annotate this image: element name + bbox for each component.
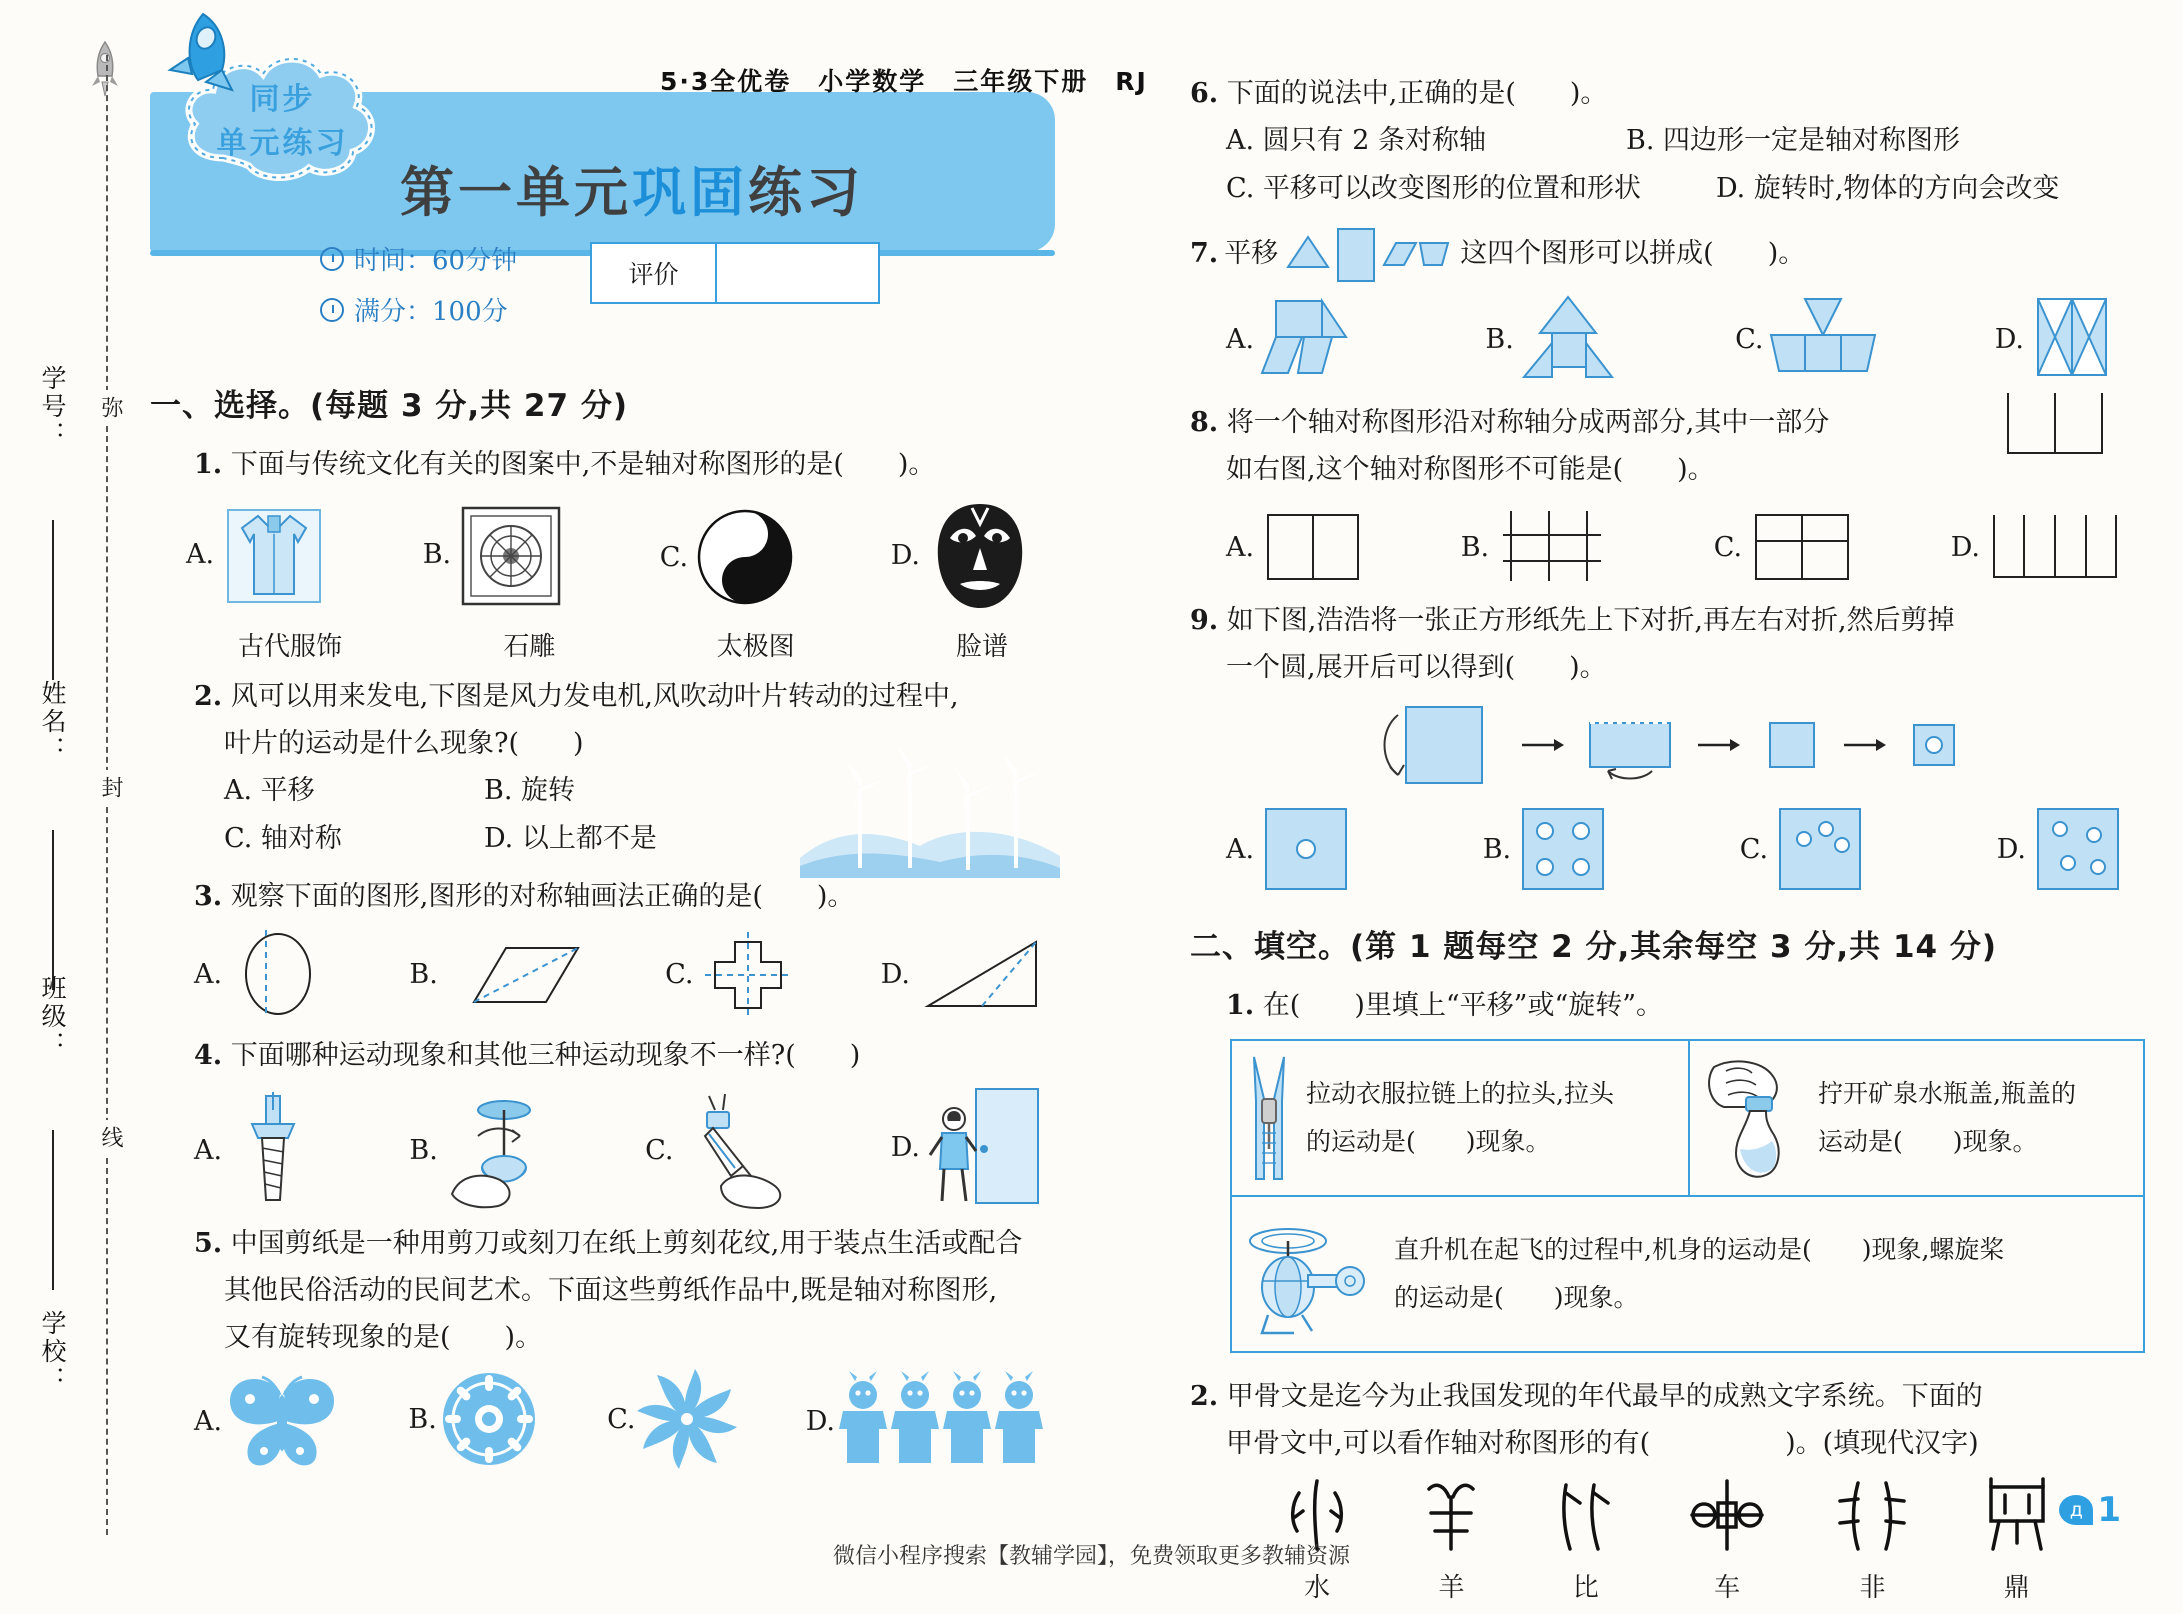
stone-carving-icon	[451, 494, 571, 614]
q7-label-c: C.	[1735, 323, 1764, 355]
clock-icon	[320, 247, 344, 271]
q4-option-a[interactable]	[194, 1090, 332, 1210]
q7-source-shapes-icon	[1284, 223, 1454, 283]
q4-label-a: A.	[194, 1134, 223, 1166]
q1-text: 下面与传统文化有关的图案中,不是轴对称图形的是( )。	[230, 449, 936, 480]
q4-option-b[interactable]	[409, 1090, 567, 1210]
q9-line-2: 一个圆,展开后可以得到( )。	[1226, 652, 1607, 683]
time-label: 时间：60分钟	[354, 246, 518, 276]
q9-number: 9.	[1190, 605, 1219, 636]
q5-label-b: B.	[408, 1403, 437, 1435]
q8-option-b[interactable]	[1461, 507, 1625, 587]
series-title: 5·3全优卷 小学数学 三年级下册 RJ	[660, 67, 1148, 96]
q1-caption-d: 脸谱	[955, 632, 1008, 662]
q5-line-3: 又有旋转现象的是( )。	[224, 1322, 543, 1353]
fill-in-cell-bottle	[1690, 1041, 2143, 1195]
q3-option-b[interactable]	[409, 926, 587, 1022]
bottle-line-1: 拧开矿泉水瓶盖,瓶盖的	[1818, 1079, 2076, 1108]
seal-char-0: 弥	[95, 390, 126, 424]
q6-options-row-1	[1190, 117, 2150, 165]
seal-char-1: 封	[95, 770, 126, 804]
left-column	[150, 380, 1070, 1481]
question-5	[150, 1220, 1070, 1471]
q6-text: 下面的说法中,正确的是( )。	[1226, 78, 1608, 109]
q5-line-2: 其他民俗活动的民间艺术。下面这些剪纸作品中,既是轴对称图形,	[224, 1275, 998, 1306]
q1-caption-c: 太极图	[716, 632, 795, 662]
rocket-icon	[148, 8, 238, 103]
q9-option-c[interactable]	[1740, 799, 1872, 899]
question-2	[150, 673, 1070, 863]
q5-options	[150, 1367, 1070, 1471]
right-triangle-with-axis-icon	[910, 926, 1050, 1022]
q2-option-d[interactable]: D. 以上都不是	[484, 823, 657, 854]
evaluation-box	[590, 242, 880, 304]
q1-captions	[150, 620, 1070, 663]
q1-option-c[interactable]	[660, 500, 802, 614]
q9-label-c: C.	[1739, 833, 1769, 865]
arrow-right-icon-2	[1696, 735, 1740, 755]
q7-number: 7.	[1190, 237, 1219, 269]
q7-shape-d-icon	[2024, 289, 2120, 389]
question-9	[1190, 597, 2150, 899]
q7-label-a: A.	[1226, 323, 1255, 355]
oracle-label-3: 车	[1714, 1573, 1741, 1603]
q6-number: 6.	[1190, 78, 1219, 109]
q8-label-b: B.	[1460, 531, 1490, 563]
page-number: 1	[2097, 1490, 2121, 1530]
field-line-1	[52, 830, 54, 990]
s2q2-line-1: 甲骨文是迄今为止我国发现的年代最早的成熟文字系统。下面的	[1226, 1381, 1983, 1412]
q2-line-1: 风可以用来发电,下图是风力发电机,风吹动叶片转动的过程中,	[230, 681, 959, 712]
question-4	[150, 1032, 1070, 1210]
q6-options-row-2	[1190, 165, 2150, 213]
bottle-line-2: 运动是( )现象。	[1818, 1127, 2038, 1156]
fill-in-row-1	[1232, 1041, 2143, 1197]
door-person-icon	[920, 1085, 1050, 1210]
q8-shape-b-icon	[1489, 507, 1625, 587]
field-school: 学校：	[38, 1310, 67, 1394]
q3-option-d[interactable]	[881, 926, 1050, 1022]
q9-line-1: 如下图,浩浩将一张正方形纸先上下对折,再左右对折,然后剪掉	[1226, 605, 1955, 636]
q6-option-c[interactable]: C. 平移可以改变图形的位置和形状	[1226, 173, 1641, 204]
right-column	[1190, 70, 2150, 1614]
bottle-text	[1818, 1070, 2076, 1166]
question-6	[1190, 70, 2150, 213]
s2q1-number: 1.	[1226, 990, 1255, 1021]
q2-number: 2.	[194, 681, 223, 712]
q3-options	[150, 926, 1070, 1022]
q9-shape-c-icon	[1768, 799, 1872, 899]
q8-option-a[interactable]	[1226, 507, 1372, 587]
q1-caption-a: 古代服饰	[238, 632, 343, 662]
title-part-2: 练习	[748, 161, 864, 224]
q3-option-a[interactable]	[194, 926, 332, 1022]
q6-option-b[interactable]: B. 四边形一定是轴对称图形	[1626, 125, 1961, 156]
q8-label-a: A.	[1226, 531, 1255, 563]
q1-option-d[interactable]	[891, 496, 1040, 614]
q9-shape-b-icon	[1511, 799, 1615, 899]
helicopter-line-1: 直升机在起飞的过程中,机身的运动是( )现象,螺旋桨	[1394, 1235, 2005, 1264]
page-title	[400, 150, 1000, 227]
q5-option-c[interactable]	[607, 1367, 739, 1471]
q7-prefix: 平移	[1224, 237, 1279, 269]
q9-options	[1190, 799, 2150, 899]
q9-label-a: A.	[1226, 833, 1255, 865]
left-margin-strip	[0, 0, 150, 1588]
q8-given-half-figure-icon	[2000, 391, 2110, 463]
oracle-label-2: 比	[1572, 1573, 1599, 1603]
time-info	[320, 240, 517, 277]
butterfly-papercut-icon	[222, 1371, 342, 1471]
check-circle-icon	[320, 298, 344, 322]
page-number-badge	[2059, 1490, 2121, 1530]
taiji-icon	[688, 500, 802, 614]
helicopter-text	[1394, 1226, 2004, 1322]
question-1	[150, 441, 1070, 663]
q7-label-b: B.	[1485, 323, 1514, 355]
q5-option-d[interactable]	[806, 1371, 1050, 1471]
badge-line-2: 单元练习	[216, 126, 349, 161]
q4-option-c[interactable]	[645, 1090, 813, 1210]
q7-shape-c-icon	[1763, 289, 1883, 389]
fold-step-4-cut-icon	[1904, 699, 1964, 791]
q9-label-b: B.	[1482, 833, 1512, 865]
q7-option-d[interactable]	[1995, 289, 2120, 389]
q8-number: 8.	[1190, 407, 1219, 438]
radial-flower-papercut-icon	[437, 1367, 541, 1471]
q4-text: 下面哪种运动现象和其他三种运动现象不一样?( )	[230, 1040, 861, 1071]
title-part-1: 第一单元	[400, 161, 632, 224]
cross-with-axis-icon	[693, 926, 803, 1022]
q8-shape-c-icon	[1742, 507, 1862, 587]
q1-label-a: A.	[186, 538, 215, 570]
oracle-label-5: 鼎	[2003, 1573, 2030, 1603]
fold-step-3-icon	[1758, 699, 1824, 791]
q7-suffix: 这四个图形可以拼成( )。	[1460, 237, 1806, 269]
q1-options	[150, 494, 1070, 614]
q7-option-c[interactable]	[1735, 289, 1883, 389]
q1-option-b[interactable]	[423, 494, 571, 614]
evaluation-input-area[interactable]	[717, 244, 878, 302]
field-line-2	[52, 1130, 54, 1290]
q7-label-d: D.	[1994, 323, 2024, 355]
paper-dolls-icon	[835, 1371, 1050, 1471]
q9-shape-d-icon	[2026, 799, 2130, 899]
q8-label-c: C.	[1713, 531, 1743, 563]
arrow-right-icon-3	[1842, 735, 1886, 755]
q2-option-a[interactable]: A. 平移	[224, 775, 315, 806]
q9-option-b[interactable]	[1483, 799, 1615, 899]
q3-label-d: D.	[880, 958, 910, 990]
q3-label-a: A.	[194, 958, 223, 990]
q5-line-1: 中国剪纸是一种用剪刀或刻刀在纸上剪刻花纹,用于装点生活或配合	[230, 1228, 1023, 1259]
q9-shape-a-icon	[1254, 799, 1358, 899]
oracle-label-1: 羊	[1438, 1573, 1465, 1603]
screw-icon	[222, 1090, 332, 1210]
question-3	[150, 873, 1070, 1022]
zipper-line-2: 的运动是( )现象。	[1306, 1127, 1551, 1156]
helicopter-line-2: 的运动是( )现象。	[1394, 1283, 1639, 1312]
oval-with-axis-icon	[222, 926, 332, 1022]
q9-label-d: D.	[1996, 833, 2026, 865]
q8-option-c[interactable]	[1714, 507, 1862, 587]
q4-label-b: B.	[409, 1134, 438, 1166]
q2-option-c[interactable]: C. 轴对称	[224, 823, 342, 854]
score-label: 满分：100分	[354, 297, 508, 327]
q4-label-c: C.	[645, 1134, 674, 1166]
q7-shape-a-icon	[1254, 289, 1374, 389]
zipper-text	[1306, 1070, 1614, 1166]
section2-question-1	[1190, 982, 2150, 1353]
exam-meta	[320, 240, 517, 342]
fold-step-1-icon	[1376, 699, 1502, 791]
q7-shape-b-icon	[1514, 289, 1624, 389]
s2q2-number: 2.	[1190, 1381, 1219, 1412]
q3-number: 3.	[194, 881, 223, 912]
q9-option-d[interactable]	[1997, 799, 2130, 899]
q3-label-b: B.	[409, 958, 438, 990]
fill-in-cell-zipper	[1232, 1041, 1690, 1195]
q1-label-c: C.	[659, 541, 689, 573]
q7-options	[1190, 289, 2150, 389]
arrow-right-icon-1	[1520, 735, 1564, 755]
fold-step-2-icon	[1582, 699, 1678, 791]
q1-label-d: D.	[890, 539, 920, 571]
field-class: 班级：	[38, 975, 67, 1059]
question-7	[1190, 223, 2150, 389]
field-student-id: 学号：	[38, 365, 67, 449]
q1-label-b: B.	[422, 538, 452, 570]
q7-option-a[interactable]	[1226, 289, 1374, 389]
q5-label-d: D.	[805, 1405, 835, 1437]
helicopter-icon	[1242, 1209, 1382, 1339]
q8-shape-a-icon	[1254, 507, 1372, 587]
fill-in-table	[1230, 1039, 2145, 1353]
q1-number: 1.	[194, 449, 223, 480]
q5-label-c: C.	[607, 1403, 636, 1435]
field-line-0	[52, 520, 54, 680]
seal-char-2: 线	[95, 1120, 126, 1154]
evaluation-label: 评价	[592, 244, 717, 302]
q2-line-2: 叶片的运动是什么现象?( )	[224, 728, 584, 759]
question-8	[1190, 399, 2150, 587]
footer-text: 微信小程序搜索【教辅学园】，免费领取更多教辅资源	[832, 1544, 1350, 1569]
q4-label-d: D.	[890, 1132, 920, 1163]
q5-option-a[interactable]	[194, 1371, 342, 1471]
q1-caption-b: 石雕	[503, 632, 556, 662]
q6-option-d[interactable]: D. 旋转时,物体的方向会改变	[1716, 173, 2060, 204]
q5-number: 5.	[194, 1228, 223, 1259]
q8-option-d[interactable]	[1951, 507, 2130, 587]
q7-option-b[interactable]	[1485, 289, 1623, 389]
q8-line-1: 将一个轴对称图形沿对称轴分成两部分,其中一部分	[1226, 407, 1830, 438]
zipper-line-1: 拉动衣服拉链上的拉头,拉头	[1306, 1079, 1614, 1108]
parallelogram-with-axis-icon	[438, 926, 588, 1022]
q5-label-a: A.	[194, 1405, 223, 1437]
q5-option-b[interactable]	[408, 1367, 540, 1471]
score-info	[320, 291, 517, 328]
zipper-icon	[1242, 1053, 1296, 1183]
wind-turbine-illustration	[800, 728, 1060, 878]
q9-folding-sequence	[1190, 699, 2150, 791]
ancient-costume-icon	[214, 494, 334, 614]
rocket-small-icon	[88, 40, 122, 100]
section-1-heading: 一、选择。(每题 3 分,共 27 分)	[150, 388, 628, 424]
q4-option-d[interactable]	[891, 1085, 1050, 1210]
q4-number: 4.	[194, 1040, 223, 1071]
q8-shape-d-icon	[1980, 507, 2130, 587]
s2q1-text: 在( )里填上“平移”或“旋转”。	[1262, 990, 1664, 1021]
oracle-label-4: 非	[1859, 1573, 1886, 1603]
q1-option-a[interactable]	[186, 494, 334, 614]
badge-line-1: 同步	[249, 82, 316, 117]
field-name: 姓名：	[38, 680, 67, 764]
title-highlight: 巩固	[632, 161, 748, 224]
syringe-hand-icon	[673, 1090, 813, 1210]
q8-label-d: D.	[1950, 531, 1980, 563]
s2q2-line-2: 甲骨文中,可以看作轴对称图形的有( )。(填现代汉字)	[1226, 1428, 1979, 1459]
q8-options	[1190, 507, 2150, 587]
q3-label-c: C.	[665, 958, 694, 990]
oracle-label-0: 水	[1304, 1573, 1331, 1603]
spinning-top-hand-icon	[438, 1090, 568, 1210]
opera-mask-icon	[920, 496, 1040, 614]
q2-option-b[interactable]: B. 旋转	[484, 775, 576, 806]
q8-line-2: 如右图,这个轴对称图形不可能是( )。	[1226, 454, 1715, 485]
page-badge-icon: д	[2059, 1495, 2093, 1525]
section-2-heading: 二、填空。(第 1 题每空 2 分,其余每空 3 分,共 14 分)	[1190, 929, 1998, 965]
q9-option-a[interactable]	[1226, 799, 1358, 899]
pinwheel-papercut-icon	[635, 1367, 739, 1471]
q3-option-c[interactable]	[665, 926, 803, 1022]
hand-bottle-icon	[1700, 1053, 1808, 1183]
q3-text: 观察下面的图形,图形的对称轴画法正确的是( )。	[230, 881, 855, 912]
fill-in-row-2	[1232, 1197, 2143, 1351]
q6-option-a[interactable]: A. 圆只有 2 条对称轴	[1226, 125, 1487, 156]
q4-options	[150, 1085, 1070, 1210]
